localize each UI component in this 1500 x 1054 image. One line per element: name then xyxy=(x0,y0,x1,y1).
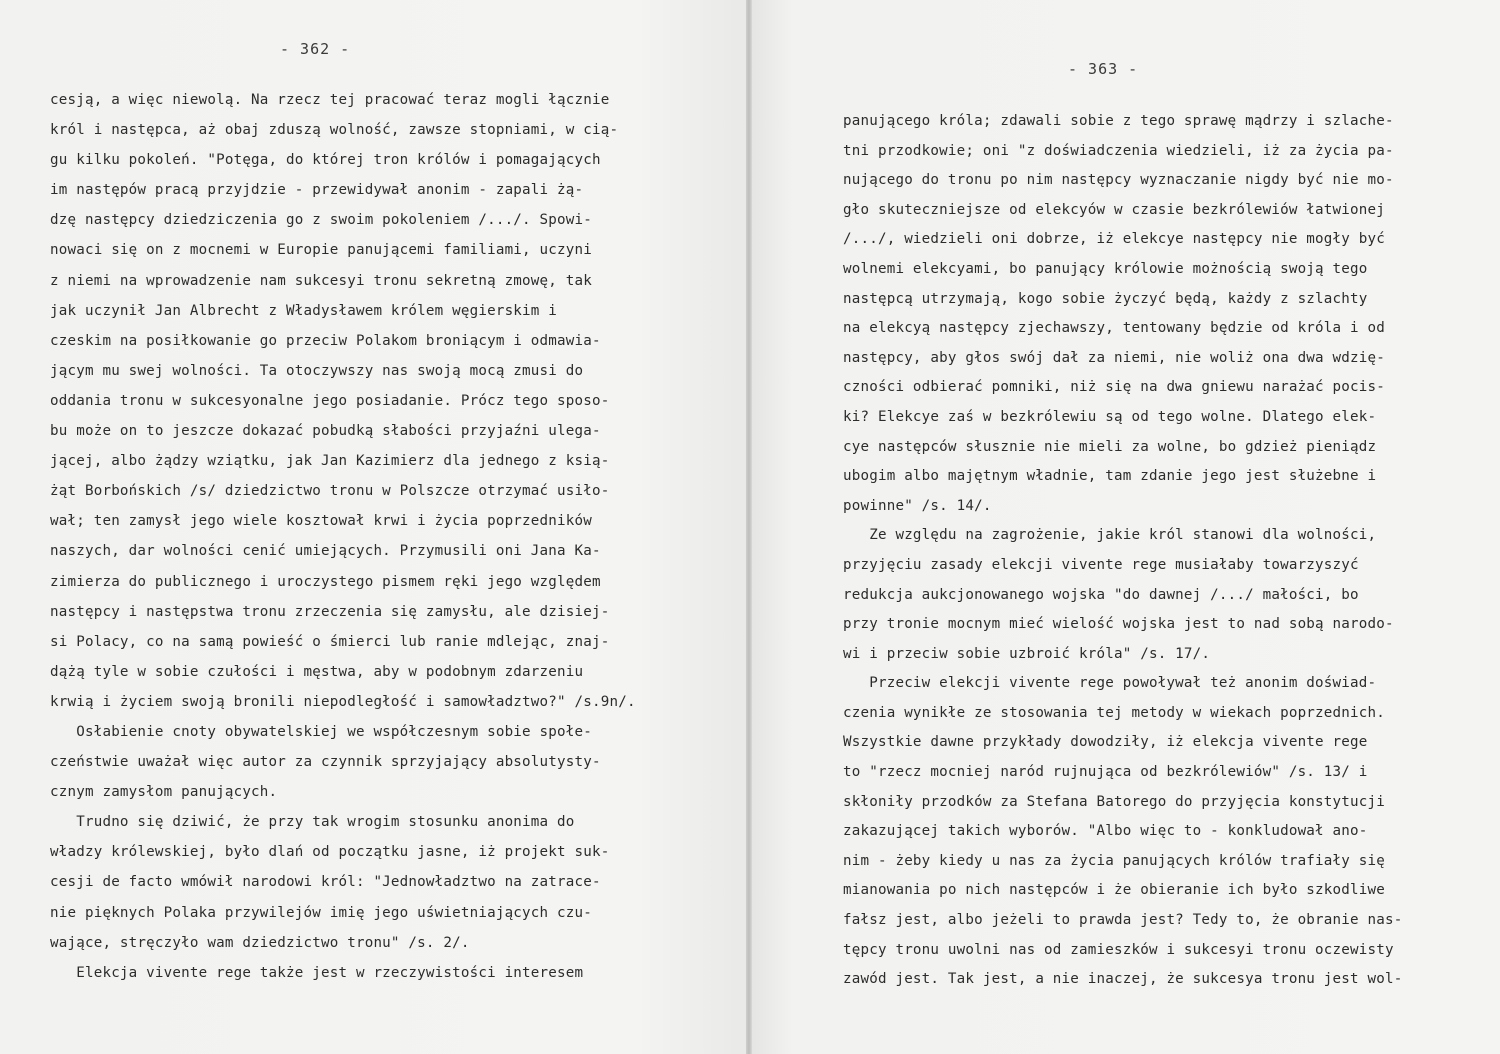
text-line: wi i przeciw sobie uzbroić króla" /s. 17/. xyxy=(843,645,1211,662)
text-line: dzę następcy dziedziczenia go z swoim pokoleniem /.../. Spowi- xyxy=(50,212,592,229)
text-line: to "rzecz mocniej naród rujnująca od bezkrólewiów" /s. 13/ i xyxy=(843,764,1368,781)
text-line: powinne" /s. 14/. xyxy=(843,497,992,514)
text-line: Ze względu na zagrożenie, jakie król stanowi dla wolności, xyxy=(843,527,1377,544)
text-line: czności odbierać pomniki, niż się na dwa gniewu narażać pocis- xyxy=(843,379,1385,396)
text-line: jącym mu swej wolności. Ta otoczywszy nas swoją mocą zmusi do xyxy=(50,362,584,379)
text-line: Trudno się dziwić, że przy tak wrogim stosunku anonima do xyxy=(50,814,575,831)
right-page xyxy=(748,0,1500,1054)
text-line: Przeciw elekcji vivente rege powoływał też anonim doświad- xyxy=(843,675,1377,692)
text-line: przy tronie mocnym mieć wielość wojska jest to nad sobą narodo- xyxy=(843,616,1394,633)
book-gutter xyxy=(746,0,752,1054)
right-page-text xyxy=(843,107,1402,995)
page-number-left: - 362 - xyxy=(280,40,351,58)
text-line: nowaci się on z mocnemi w Europie panującemi familiami, uczyni xyxy=(50,242,592,259)
text-line: gu kilku pokoleń. "Potęga, do której tron królów i pomagających xyxy=(50,152,601,169)
text-line: ki? Elekcye zaś w bezkrólewiu są od tego wolne. Dlatego elek- xyxy=(843,408,1377,425)
text-line: następcą utrzymają, kogo sobie życzyć będą, każdy z szlachty xyxy=(843,290,1368,307)
text-line: skłoniły przodków za Stefana Batorego do przyjęcia konstytucji xyxy=(843,793,1385,810)
text-line: żąt Borbońskich /s/ dziedzictwo tronu w Polszcze otrzymać usiło- xyxy=(50,483,610,500)
text-line: gło skuteczniejsze od elekcyów w czasie bezkrólewiów łatwionej xyxy=(843,201,1385,218)
text-line: bu może on to jeszcze dokazać pobudką słabości przyjaźni ulega- xyxy=(50,423,601,440)
text-line: im następów pracą przyjdzie - przewidywał anonim - zapali żą- xyxy=(50,182,584,199)
text-line: tni przodkowie; oni "z doświadczenia wiedzieli, iż za życia pa- xyxy=(843,142,1394,159)
text-line: na elekcyą następcy zjechawszy, tentowany będzie od króla i od xyxy=(843,320,1385,337)
text-line: zimierza do publicznego i uroczystego pismem ręki jego względem xyxy=(50,573,601,590)
text-line: jak uczynił Jan Albrecht z Władysławem królem węgierskim i xyxy=(50,302,558,319)
text-line: naszych, dar wolności cenić umiejących. Przymusili oni Jana Ka- xyxy=(50,543,601,560)
text-line: zakazującej takich wyborów. "Albo więc to - konkludował ano- xyxy=(843,823,1368,840)
text-line: z niemi na wprowadzenie nam sukcesyi tronu sekretną zmowę, tak xyxy=(50,272,592,289)
text-line: oddania tronu w sukcesyonalne jego posiadanie. Prócz tego sposo- xyxy=(50,392,610,409)
text-line: król i następca, aż obaj zduszą wolność, zawsze stopniami, w cią- xyxy=(50,122,619,139)
text-line: Elekcja vivente rege także jest w rzeczywistości interesem xyxy=(50,964,584,981)
text-line: redukcja aukcjonowanego wojska "do dawnej /.../ małości, bo xyxy=(843,586,1359,603)
text-line: mianowania po nich następców i że obieranie ich było szkodliwe xyxy=(843,882,1385,899)
text-line: tępcy tronu uwolni nas od zamieszków i sukcesyi tronu oczewisty xyxy=(843,941,1394,958)
text-line: cznym zamysłom panujących. xyxy=(50,784,278,801)
text-line: Wszystkie dawne przykłady dowodziły, iż elekcja vivente rege xyxy=(843,734,1368,751)
text-line: /.../, wiedzieli oni dobrze, iż elekcye następcy nie mogły być xyxy=(843,231,1385,248)
text-line: zawód jest. Tak jest, a nie inaczej, że sukcesya tronu jest wol- xyxy=(843,971,1403,988)
text-line: panującego króla; zdawali sobie z tego sprawę mądrzy i szlache- xyxy=(843,113,1394,129)
text-line: wał; ten zamysł jego wiele kosztował krwi i życia poprzedników xyxy=(50,513,592,530)
text-line: władzy królewskiej, było dlań od początku jasne, iż projekt suk- xyxy=(50,844,610,861)
text-line: cye następców słusznie nie mieli za wolne, bo gdzież pieniądz xyxy=(843,438,1377,455)
text-line: nim - żeby kiedy u nas za życia panujących królów trafiały się xyxy=(843,852,1385,869)
text-line: cesją, a więc niewolą. Na rzecz tej pracować teraz mogli łącznie xyxy=(50,92,610,108)
text-line: fałsz jest, albo jeżeli to prawda jest? Tedy to, że obranie nas- xyxy=(843,912,1403,929)
left-page xyxy=(0,0,748,1054)
page-number-right: - 363 - xyxy=(1068,60,1139,78)
text-line: jącej, albo żądzy wziątku, jak Jan Kazimierz dla jednego z ksią- xyxy=(50,453,610,470)
text-line: czeństwie uważał więc autor za czynnik sprzyjający absolutysty- xyxy=(50,754,601,771)
text-line: krwią i życiem swoją bronili niepodległość i samowładztwo?" /s.9n/. xyxy=(50,693,636,710)
text-line: ubogim albo majętnym władnie, tam zdanie jego jest służebne i xyxy=(843,468,1377,485)
text-line: cesji de facto wmówił narodowi król: "Jednowładztwo na zatrace- xyxy=(50,874,601,891)
text-line: czeskim na posiłkowanie go przeciw Polakom broniącym i odmawia- xyxy=(50,332,601,349)
text-line: wające, stręczyło wam dziedzictwo tronu" /s. 2/. xyxy=(50,934,470,951)
text-line: si Polacy, co na samą powieść o śmierci lub ranie mdlejąc, znaj- xyxy=(50,633,610,650)
text-line: Osłabienie cnoty obywatelskiej we współczesnym sobie społe- xyxy=(50,723,592,740)
text-line: dążą tyle w sobie czułości i męstwa, aby w podobnym zdarzeniu xyxy=(50,663,584,680)
text-line: wolnemi elekcyami, bo panujący królowie możnością swoją tego xyxy=(843,260,1368,277)
text-line: przyjęciu zasady elekcji vivente rege musiałaby towarzyszyć xyxy=(843,556,1359,573)
text-line: następcy, aby głos swój dał za niemi, nie woliż ona dwa wdzię- xyxy=(843,349,1385,366)
text-line: nie pięknych Polaka przywilejów imię jego uświetniających czu- xyxy=(50,904,592,921)
text-line: czenia wynikłe ze stosowania tej metody w wiekach poprzednich. xyxy=(843,704,1385,721)
left-page-text xyxy=(50,85,636,988)
text-line: nującego do tronu po nim następcy wyznaczanie nigdy być nie mo- xyxy=(843,172,1394,189)
text-line: następcy i następstwa tronu zrzeczenia się zamysłu, ale dzisiej- xyxy=(50,603,610,620)
